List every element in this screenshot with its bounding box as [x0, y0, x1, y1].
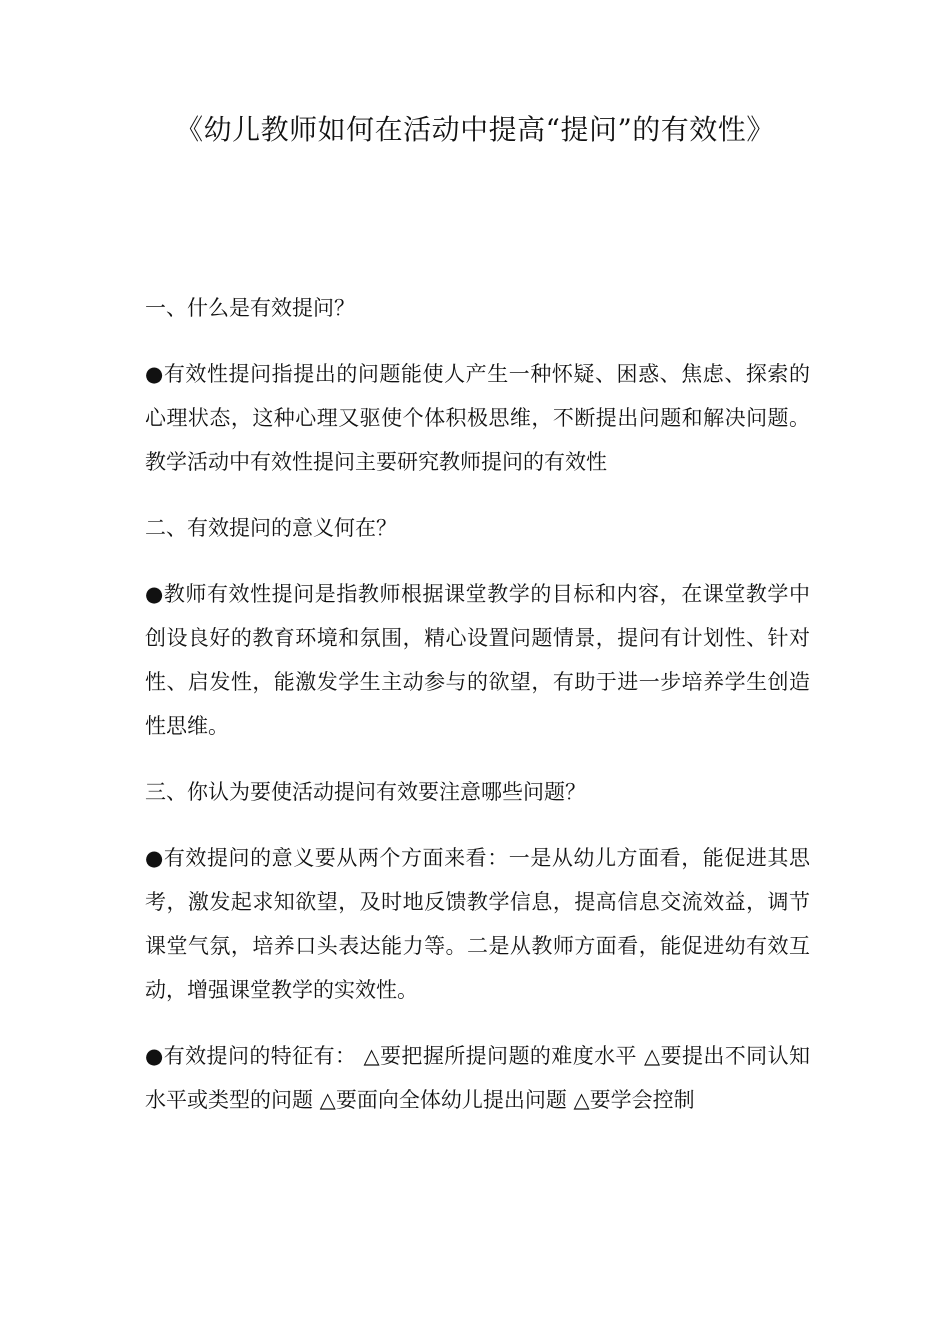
- section-heading-3: 三、你认为要使活动提问有效要注意哪些问题？: [145, 780, 586, 804]
- section-2-paragraph-1: ●教师有效性提问是指教师根据课堂教学的目标和内容，在课堂教学中创设良好的教育环境和氛围，精心设置问题情景，提问有计划性、针对性、启发性，能激发学生主动参与的欲望，有助于进一步培养学生创造性思维。: [145, 582, 810, 738]
- section-3-paragraph-2: ●有效提问的特征有： △要把握所提问题的难度水平 △要提出不同认知水平或类型的问题 △要面向全体幼儿提出问题 △要学会控制: [145, 1044, 810, 1112]
- section-heading-2: 二、有效提问的意义何在？: [145, 516, 397, 540]
- document-title: 《幼儿教师如何在活动中提高“提问”的有效性》: [175, 113, 775, 146]
- document-body: [145, 286, 810, 1144]
- section-3-paragraph-1: ●有效提问的意义要从两个方面来看：一是从幼儿方面看，能促进其思考，激发起求知欲望，及时地反馈教学信息，提高信息交流效益，调节课堂气氛，培养口头表达能力等。二是从教师方面看，能促进幼有效互动，增强课堂教学的实效性。: [145, 846, 810, 1002]
- section-heading-1: 一、什么是有效提问？: [145, 296, 355, 320]
- section-1-paragraph-1: ●有效性提问指提出的问题能使人产生一种怀疑、困惑、焦虑、探索的心理状态，这种心理又驱使个体积极思维，不断提出问题和解决问题。教学活动中有效性提问主要研究教师提问的有效性: [145, 362, 810, 474]
